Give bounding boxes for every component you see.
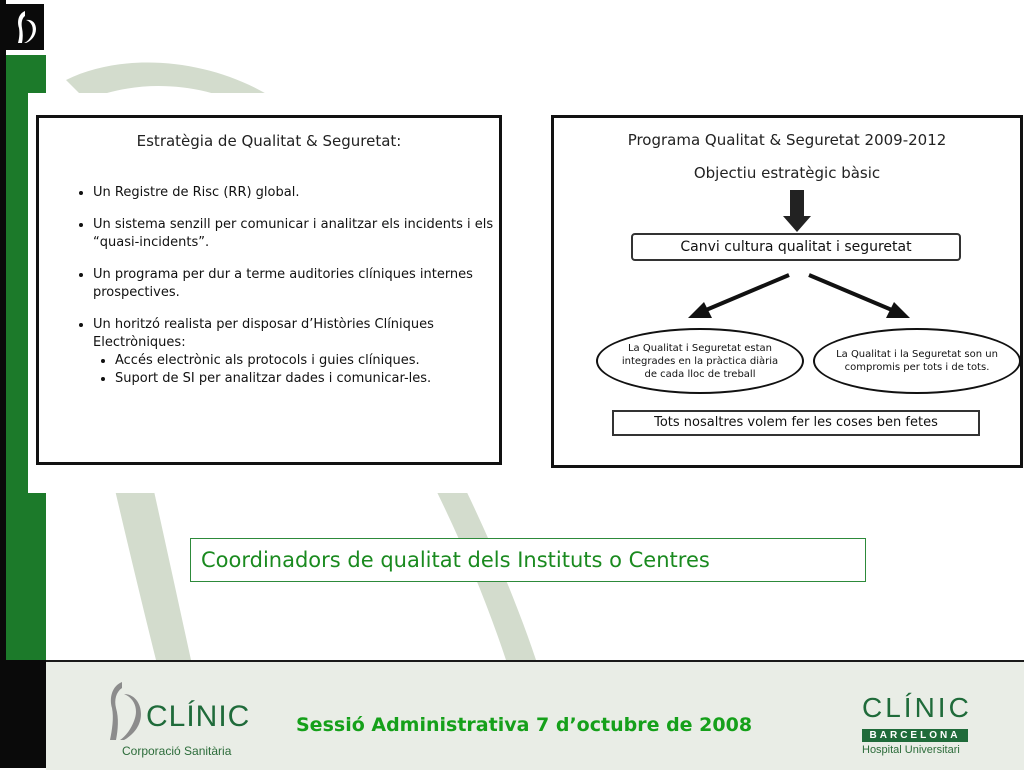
strategy-sub-bullet: • Suport de SI per analitzar dades i comunicar-les. — [115, 370, 503, 388]
program-box — [551, 115, 1023, 468]
hospital-universitari-text: Hospital Universitari — [862, 744, 960, 756]
hospital-clinic-logo — [862, 692, 992, 762]
strategy-sub-bullet: • Accés electrònic als protocols i guies clíniques. — [115, 352, 503, 370]
barcelona-band: BARCELONA — [862, 729, 968, 742]
clinic-emblem-icon — [6, 4, 44, 50]
integrated-practice-ellipse — [596, 328, 804, 394]
strategy-sublist — [93, 352, 503, 388]
strategy-bullet — [93, 316, 503, 388]
culture-change-box: Canvi cultura qualitat i seguretat — [631, 233, 961, 261]
hospital-clinic-text: CLÍNIC — [862, 692, 972, 723]
coordinators-caption: Coordinadors de qualitat dels Instituts o Centres — [190, 538, 866, 582]
objective-label: Objectiu estratègic bàsic — [693, 164, 881, 182]
strategy-bullet-text: Un horitzó realista per disposar d’Històries Clíniques Electròniques: — [93, 317, 434, 350]
integrated-practice-text: La Qualitat i Seguretat estan integrades en la pràctica diària de cada lloc de treball — [621, 342, 779, 380]
strategy-list — [75, 184, 503, 402]
motto-box: Tots nosaltres volem fer les coses ben fetes — [612, 410, 980, 436]
strategy-title: Estratègia de Qualitat & Seguretat: — [136, 132, 402, 150]
left-black-bar-bottom — [0, 660, 46, 768]
footer — [46, 660, 1024, 770]
clinic-corporacio-logo — [100, 678, 300, 764]
strategy-bullet: • Un sistema senzill per comunicar i analitzar els incidents i els “quasi-incidents”. — [93, 216, 503, 252]
heron-icon — [100, 678, 144, 744]
clinic-logo-text: CLÍNIC — [146, 700, 251, 733]
session-title: Sessió Administrativa 7 d’octubre de 2008 — [296, 714, 753, 736]
commitment-text: La Qualitat i la Seguretat son un compromis per tots i de tots. — [836, 349, 998, 373]
program-title: Programa Qualitat & Seguretat 2009-2012 — [627, 131, 947, 149]
strategy-bullet: • Un Registre de Risc (RR) global. — [93, 184, 503, 202]
strategy-bullet: • Un programa per dur a terme auditories clíniques internes prospectives. — [93, 266, 503, 302]
corporacio-text: Corporació Sanitària — [122, 744, 232, 758]
commitment-ellipse — [813, 328, 1021, 394]
strategy-box — [36, 115, 502, 465]
